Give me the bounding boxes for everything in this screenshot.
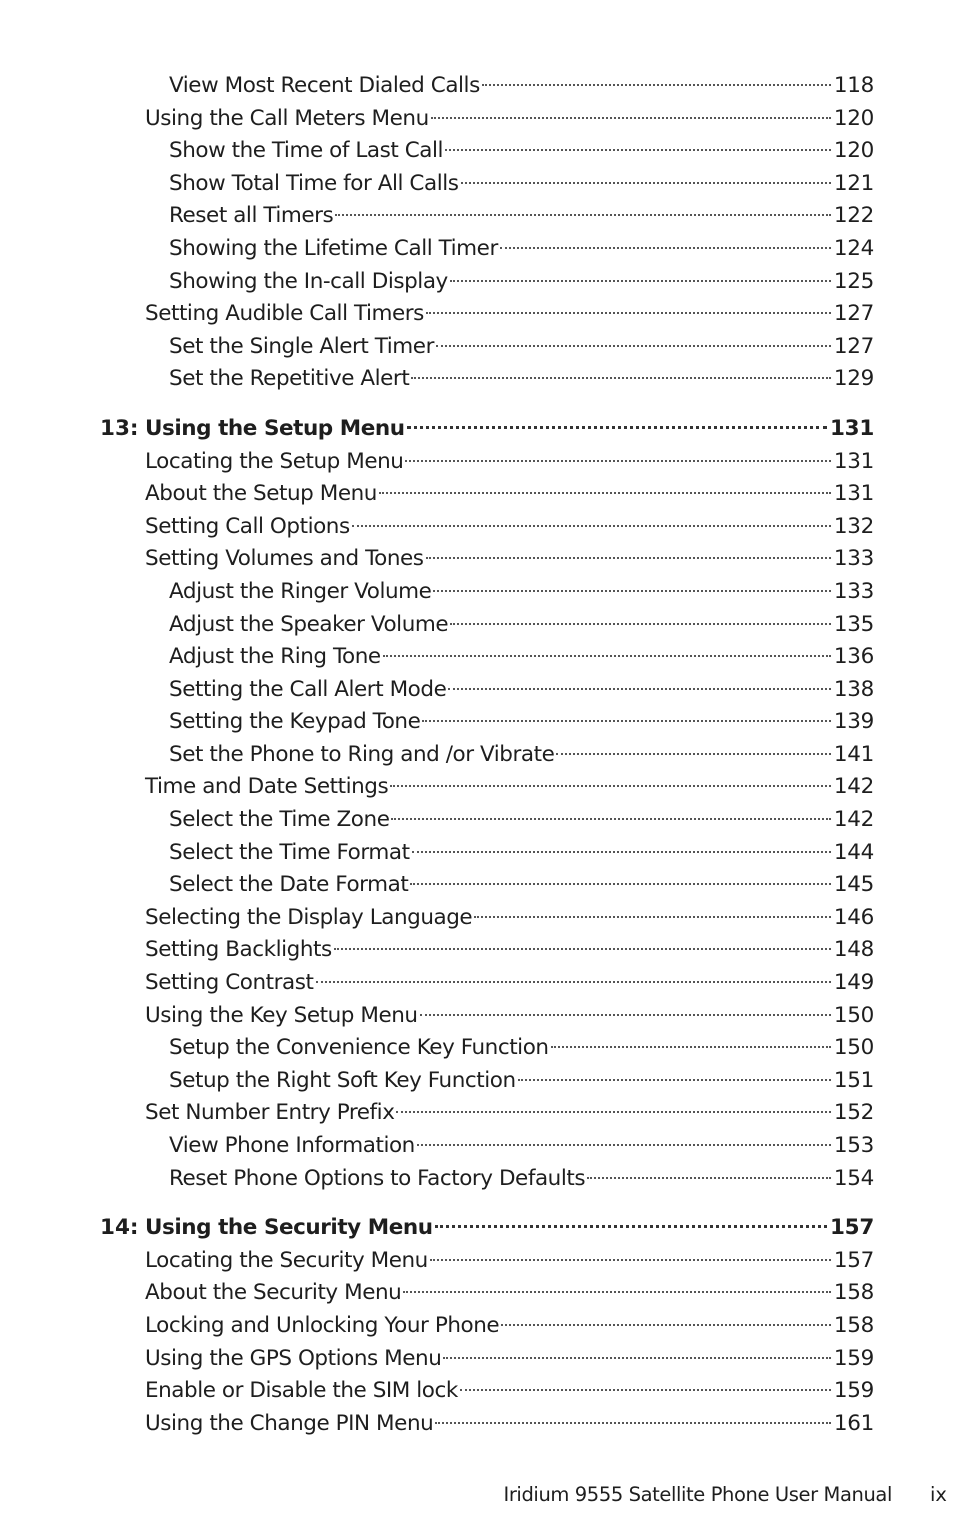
dot-leader — [443, 1357, 830, 1359]
manual-title: Iridium 9555 Satellite Phone User Manual — [503, 1483, 892, 1506]
table-of-contents — [0, 70, 975, 1440]
toc-page-number: 131 — [833, 481, 874, 507]
dot-leader — [391, 818, 830, 820]
dot-leader — [482, 84, 831, 86]
toc-entry[interactable] — [0, 1375, 975, 1408]
dot-leader — [383, 655, 831, 657]
toc-page-number: 158 — [833, 1280, 874, 1306]
dot-leader — [403, 1291, 831, 1293]
chapter-number: 13: — [100, 415, 139, 441]
toc-entry[interactable] — [0, 771, 975, 804]
toc-entry-title: Reset Phone Options to Factory Defaults — [169, 1165, 586, 1191]
dot-leader — [335, 214, 831, 216]
toc-entry-title: Showing the Lifetime Call Timer — [169, 235, 498, 261]
toc-entry[interactable] — [0, 967, 975, 1000]
dot-leader — [500, 247, 831, 249]
toc-entry[interactable] — [0, 1032, 975, 1065]
dot-leader — [405, 460, 830, 462]
toc-page-number: 150 — [833, 1035, 874, 1061]
toc-entry-title: Using the Security Menu — [145, 1215, 433, 1241]
toc-page-number: 118 — [833, 73, 874, 98]
toc-entry-title: Locating the Setup Menu — [145, 448, 404, 474]
toc-entry-title: Setting the Call Alert Mode — [169, 676, 447, 702]
toc-entry-title: Setup the Convenience Key Function — [169, 1035, 549, 1061]
toc-entry[interactable] — [0, 200, 975, 233]
toc-entry[interactable] — [0, 1065, 975, 1098]
toc-page-number: 158 — [833, 1312, 874, 1338]
toc-entry[interactable] — [0, 233, 975, 266]
toc-entry[interactable] — [0, 543, 975, 576]
toc-entry-title: Select the Time Format — [169, 839, 410, 865]
toc-entry[interactable] — [0, 804, 975, 837]
dot-leader — [448, 688, 831, 690]
toc-entry-title: Adjust the Ringer Volume — [169, 578, 432, 604]
toc-entry-title: View Phone Information — [169, 1133, 415, 1158]
toc-page-number: 133 — [833, 578, 874, 604]
toc-page-number: 131 — [833, 448, 874, 474]
dot-leader — [390, 785, 831, 787]
toc-page-number: 129 — [833, 366, 874, 392]
toc-entry[interactable] — [0, 869, 975, 902]
toc-entry[interactable] — [0, 641, 975, 674]
toc-entry-title: Setting the Keypad Tone — [169, 709, 421, 735]
dot-leader — [460, 1389, 831, 1391]
toc-page-number: 136 — [833, 644, 874, 670]
toc-entry[interactable] — [0, 1245, 975, 1278]
chapter-number: 14: — [100, 1215, 139, 1241]
toc-entry[interactable] — [0, 331, 975, 364]
toc-entry[interactable] — [0, 934, 975, 967]
toc-entry[interactable] — [0, 1097, 975, 1130]
toc-entry-title: Set the Single Alert Timer — [169, 333, 434, 359]
toc-entry[interactable] — [0, 135, 975, 168]
dot-leader — [501, 1324, 831, 1326]
toc-entry-title: Using the Call Meters Menu — [145, 105, 429, 131]
toc-entry[interactable] — [0, 478, 975, 511]
dot-leader — [518, 1079, 831, 1081]
dot-leader — [474, 916, 831, 918]
toc-page-number: 159 — [833, 1345, 874, 1371]
toc-entry-title: Select the Date Format — [169, 872, 409, 898]
toc-entry-title: Showing the In-call Display — [169, 268, 448, 294]
toc-entry[interactable] — [0, 266, 975, 299]
toc-page-number: 131 — [830, 415, 874, 441]
toc-entry[interactable] — [0, 609, 975, 642]
toc-entry[interactable] — [0, 576, 975, 609]
toc-entry[interactable] — [0, 837, 975, 870]
toc-page-number: 154 — [833, 1165, 874, 1191]
toc-page-number: 150 — [833, 1002, 874, 1028]
toc-entry-title: Locating the Security Menu — [145, 1247, 428, 1273]
toc-page-number: 157 — [830, 1215, 874, 1241]
dot-leader — [435, 1225, 827, 1228]
dot-leader — [352, 525, 831, 527]
toc-page-number: 142 — [833, 774, 874, 800]
dot-leader — [422, 720, 831, 722]
toc-page-number: 159 — [833, 1378, 874, 1404]
toc-page-number: 144 — [833, 839, 874, 865]
toc-page-number: 148 — [833, 937, 874, 963]
dot-leader — [412, 851, 831, 853]
dot-leader — [396, 1111, 830, 1113]
toc-entry[interactable] — [0, 1277, 975, 1310]
toc-page-number: 151 — [833, 1067, 874, 1093]
toc-entry[interactable] — [0, 103, 975, 136]
toc-entry-title: Enable or Disable the SIM lock — [145, 1378, 458, 1404]
toc-entry-title: Show the Time of Last Call — [169, 138, 444, 164]
toc-entry[interactable] — [0, 363, 975, 396]
toc-entry-title: Locking and Unlocking Your Phone — [145, 1312, 500, 1338]
dot-leader — [420, 1014, 831, 1016]
toc-entry[interactable] — [0, 1408, 975, 1441]
toc-entry-title: Setup the Right Soft Key Function — [169, 1067, 516, 1093]
toc-page-number: 120 — [833, 138, 874, 164]
toc-entry[interactable] — [0, 1163, 975, 1196]
toc-entry[interactable] — [0, 1343, 975, 1376]
toc-chapter-entry[interactable] — [0, 413, 975, 446]
dot-leader — [450, 623, 831, 625]
toc-entry[interactable] — [0, 446, 975, 479]
toc-entry[interactable] — [0, 70, 975, 103]
dot-leader — [431, 117, 831, 119]
toc-page-number: 153 — [833, 1133, 874, 1158]
toc-entry-title: Set the Phone to Ring and /or Vibrate — [169, 741, 555, 767]
toc-entry-title: Adjust the Speaker Volume — [169, 611, 449, 637]
toc-page-number: 161 — [833, 1410, 874, 1436]
toc-page-number: 120 — [833, 105, 874, 131]
toc-page-number: 133 — [833, 546, 874, 572]
toc-entry-title: Using the Setup Menu — [145, 415, 405, 441]
toc-page-number: 135 — [833, 611, 874, 637]
dot-leader — [551, 1046, 831, 1048]
toc-entry[interactable] — [0, 674, 975, 707]
dot-leader — [587, 1177, 831, 1179]
dot-leader — [316, 981, 831, 983]
toc-entry-title: Time and Date Settings — [145, 774, 389, 800]
toc-entry-title: Setting Contrast — [145, 970, 314, 996]
toc-entry-title: Select the Time Zone — [169, 807, 390, 833]
toc-entry-title: About the Security Menu — [145, 1280, 402, 1306]
dot-leader — [461, 182, 831, 184]
page-footer — [0, 1483, 975, 1511]
toc-entry[interactable] — [0, 168, 975, 201]
dot-leader — [426, 312, 831, 314]
toc-page-number: 132 — [833, 513, 874, 539]
dot-leader — [556, 753, 830, 755]
toc-page-number: 125 — [833, 268, 874, 294]
toc-entry-title: Reset all Timers — [169, 203, 334, 229]
toc-entry[interactable] — [0, 739, 975, 772]
toc-page-number: 138 — [833, 676, 874, 702]
toc-entry-title: Setting Volumes and Tones — [145, 546, 424, 572]
toc-entry[interactable] — [0, 1000, 975, 1033]
dot-leader — [410, 883, 830, 885]
toc-chapter-entry[interactable] — [0, 1212, 975, 1245]
toc-page-number: 122 — [833, 203, 874, 229]
toc-page-number: 124 — [833, 235, 874, 261]
dot-leader — [433, 590, 830, 592]
dot-leader — [426, 557, 831, 559]
toc-page-number: 141 — [833, 741, 874, 767]
toc-entry[interactable] — [0, 902, 975, 935]
toc-page-number: 152 — [833, 1100, 874, 1126]
dot-leader — [430, 1259, 831, 1261]
toc-entry-title: Show Total Time for All Calls — [169, 170, 459, 196]
toc-entry-title: Setting Backlights — [145, 937, 332, 963]
toc-entry-title: View Most Recent Dialed Calls — [169, 73, 480, 98]
toc-entry[interactable] — [0, 1130, 975, 1163]
toc-page-number: 127 — [833, 301, 874, 327]
dot-leader — [411, 377, 831, 379]
toc-page-number: 149 — [833, 970, 874, 996]
toc-page-number: 142 — [833, 807, 874, 833]
toc-page-number: 121 — [833, 170, 874, 196]
toc-entry[interactable] — [0, 511, 975, 544]
toc-entry-title: Using the Change PIN Menu — [145, 1410, 434, 1436]
toc-entry-title: Adjust the Ring Tone — [169, 644, 381, 670]
page-number: ix — [930, 1483, 947, 1506]
dot-leader — [436, 345, 831, 347]
dot-leader — [407, 426, 827, 429]
toc-page-number: 127 — [833, 333, 874, 359]
toc-page-number: 157 — [833, 1247, 874, 1273]
dot-leader — [379, 492, 831, 494]
toc-entry-title: Set Number Entry Prefix — [145, 1100, 395, 1126]
toc-entry[interactable] — [0, 706, 975, 739]
toc-page-number: 139 — [833, 709, 874, 735]
toc-entry-title: Using the Key Setup Menu — [145, 1002, 418, 1028]
dot-leader — [334, 948, 831, 950]
toc-entry-title: Using the GPS Options Menu — [145, 1345, 442, 1371]
toc-entry-title: About the Setup Menu — [145, 481, 377, 507]
toc-entry-title: Setting Audible Call Timers — [145, 301, 424, 327]
toc-entry-title: Selecting the Display Language — [145, 904, 473, 930]
toc-entry-title: Setting Call Options — [145, 513, 350, 539]
dot-leader — [417, 1144, 831, 1146]
dot-leader — [435, 1422, 831, 1424]
dot-leader — [445, 149, 831, 151]
toc-entry[interactable] — [0, 298, 975, 331]
toc-page-number: 146 — [833, 904, 874, 930]
toc-page-number: 145 — [833, 872, 874, 898]
dot-leader — [450, 280, 831, 282]
toc-entry[interactable] — [0, 1310, 975, 1343]
toc-entry-title: Set the Repetitive Alert — [169, 366, 410, 392]
